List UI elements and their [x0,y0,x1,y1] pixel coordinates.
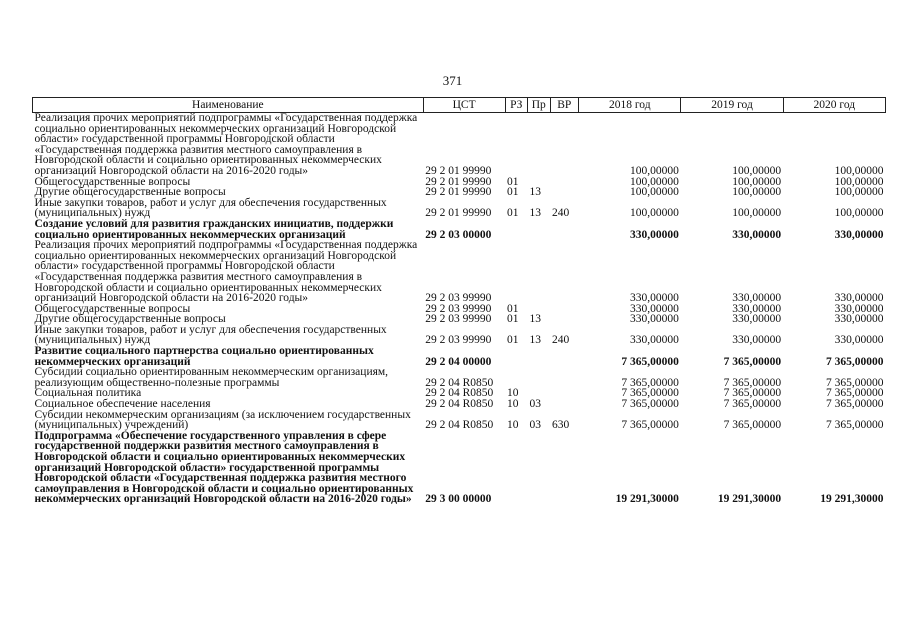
row-2018: 330,00000 [630,334,679,347]
row-name: Развитие социального партнерства социально ориентированных некоммерческих организаций [34,345,374,368]
row-vr: 240 [552,207,570,220]
header-name: Наименование [33,98,424,113]
row-name: Иные закупки товаров, работ и услуг для обеспечения государственных (муниципальных) нужд [34,323,387,347]
row-2018: 330,00000 [630,228,679,241]
row-name: Другие общегосударственные вопросы [34,186,226,199]
row-cst: 29 2 01 99990 [425,164,492,177]
row-2019: 7 365,00000 [723,387,782,400]
row-pr: 13 [529,334,541,347]
row-cst: 29 2 04 R0850 [425,419,494,432]
row-cst: 29 2 04 00000 [425,355,492,368]
table-row [33,325,886,346]
row-vr [550,346,579,367]
table-header-row [33,98,886,113]
row-2020: 330,00000 [834,302,884,315]
row-rz [505,346,528,367]
row-rz: 01 [507,334,519,347]
row-cst: 29 3 00 00000 [425,493,492,506]
row-pr [528,219,551,240]
row-2019: 330,00000 [732,302,782,315]
row-name: Социальное обеспечение населения [34,398,211,411]
row-pr [528,240,551,304]
row-2019: 100,00000 [732,175,782,188]
row-cst: 29 2 04 R0850 [425,387,494,400]
row-rz [505,219,528,240]
row-cst: 29 2 03 99990 [425,313,492,326]
row-2018: 100,00000 [630,186,679,199]
row-2020: 330,00000 [834,228,884,241]
row-name: Общегосударственные вопросы [34,175,191,188]
row-2018: 100,00000 [630,164,679,177]
row-2020: 7 365,00000 [826,355,884,368]
table-body [33,113,886,505]
row-cst: 29 2 04 R0850 [425,398,494,411]
row-name: Социальная политика [34,387,142,400]
row-vr [550,240,579,304]
row-2018: 330,00000 [630,313,679,326]
header-cst: ЦСТ [423,98,505,113]
row-name: Субсидии социально ориентированным некоммерческим организациям, реализующим общественно-полезные программы [34,366,389,389]
header-2019: 2019 год [681,98,783,113]
row-2019: 7 365,00000 [723,355,782,368]
row-2019: 330,00000 [732,313,782,326]
row-name: Реализация прочих мероприятий подпрограммы «Государственная поддержка социально ориентированных некоммерческих организаций Новгородской области» государственной программы Новгородской области «Государственная поддержка развития местного самоуправления в Новгородской области и социально ориентированных некоммерческих организаций Новгородской области на 2016-2020 годы» [34,239,418,305]
row-cst: 29 2 03 99990 [425,334,492,347]
row-cst: 29 2 01 99990 [425,207,492,220]
row-2019: 7 365,00000 [723,419,782,432]
row-2019: 19 291,30000 [717,493,782,506]
table-row [33,346,886,367]
row-vr [550,304,579,315]
table-row [33,410,886,431]
row-2019: 7 365,00000 [723,376,782,389]
row-2020: 19 291,30000 [820,493,884,506]
row-rz: 10 [507,398,519,411]
row-rz: 01 [507,313,519,326]
row-2018: 330,00000 [630,292,679,305]
row-pr [528,431,551,505]
table-row [33,431,886,505]
row-name: Реализация прочих мероприятий подпрограммы «Государственная поддержка социально ориентированных некоммерческих организаций Новгородской области» государственной программы Новгородской области «Государственная поддержка развития местного самоуправления в Новгородской области и социально ориентированных некоммерческих организаций Новгородской области на 2016-2020 годы» [34,112,418,177]
row-rz [505,367,528,388]
row-2018: 7 365,00000 [621,376,679,389]
row-vr [550,113,579,177]
header-2020: 2020 год [783,98,885,113]
row-2020: 7 365,00000 [826,376,884,389]
row-2018: 7 365,00000 [621,398,679,411]
row-name: Другие общегосударственные вопросы [34,313,226,326]
row-vr [550,399,579,410]
header-pr: Пр [528,98,551,113]
row-name: Иные закупки товаров, работ и услуг для обеспечения государственных (муниципальных) нужд [34,196,387,220]
row-name: Подпрограмма «Обеспечение государственного управления в сфере государственной поддержки развития местного самоуправления в Новгородской области и социально ориентированных некоммерческих организаций Новгородской области» государственной программы Новгородской области «Государственная поддержка развития местного самоуправления в Новгородской области и социально ориентированных некоммерческих организаций Новгородской области на 2016-2020 годы» [34,429,414,506]
row-2018: 100,00000 [630,207,679,220]
row-vr [550,187,579,198]
row-cst: 29 2 03 99990 [425,292,492,305]
row-cst: 29 2 01 99990 [425,175,492,188]
row-2020: 330,00000 [834,334,884,347]
row-2020: 7 365,00000 [826,398,884,411]
row-pr [528,113,551,177]
row-cst: 29 2 01 99990 [425,186,492,199]
row-pr: 03 [529,419,541,432]
row-2018: 7 365,00000 [621,419,679,432]
row-2020: 100,00000 [834,207,884,220]
row-name: Субсидии некоммерческим организациям (за исключением государственных (муниципальных) учреждений) [34,408,411,432]
row-2020: 100,00000 [834,164,884,177]
row-cst: 29 2 03 00000 [425,228,492,241]
row-rz [505,113,528,177]
row-pr: 03 [529,398,541,411]
row-cst: 29 2 04 R0850 [425,376,494,389]
row-rz: 01 [507,302,519,315]
row-pr: 13 [529,313,541,326]
row-pr [528,346,551,367]
row-rz: 01 [507,186,519,199]
row-vr [550,219,579,240]
row-vr [550,367,579,388]
table-row [33,240,886,304]
page-number: 371 [442,73,463,88]
row-2018: 19 291,30000 [615,493,679,506]
row-2019: 330,00000 [732,334,782,347]
row-name: Создание условий для развития гражданских инициатив, поддержки социально ориентированных некоммерческих организаций [34,217,394,241]
row-2020: 100,00000 [834,175,884,188]
table-row [33,198,886,219]
row-rz [505,431,528,505]
row-2019: 100,00000 [732,186,782,199]
row-rz: 01 [507,175,519,188]
row-2018: 7 365,00000 [621,387,679,400]
header-vr: ВР [550,98,579,113]
table-row [33,367,886,388]
row-rz: 10 [507,419,519,432]
row-rz [505,240,528,304]
row-2019: 330,00000 [732,228,782,241]
row-vr [550,431,579,505]
row-cst: 29 2 03 99990 [425,302,492,315]
row-vr [550,314,579,325]
row-2018: 7 365,00000 [621,355,679,368]
table-row [33,219,886,240]
row-pr: 13 [529,186,541,199]
row-vr: 240 [552,334,570,347]
row-2018: 330,00000 [630,302,679,315]
row-vr [550,388,579,399]
row-vr: 630 [552,419,570,432]
row-rz: 01 [507,207,519,220]
row-2020: 7 365,00000 [826,387,884,400]
budget-table [32,97,886,505]
header-rz: РЗ [505,98,528,113]
row-vr [550,177,579,188]
row-2019: 330,00000 [732,292,782,305]
table-row [33,113,886,177]
row-2020: 330,00000 [834,292,884,305]
row-2019: 100,00000 [732,207,782,220]
row-pr: 13 [529,207,541,220]
row-2020: 330,00000 [834,313,884,326]
row-2020: 100,00000 [834,186,884,199]
row-rz: 10 [507,387,519,400]
row-2019: 100,00000 [732,164,782,177]
row-pr [528,367,551,388]
row-name: Общегосударственные вопросы [34,302,191,315]
row-2018: 100,00000 [630,175,679,188]
row-2020: 7 365,00000 [826,419,884,432]
header-2018: 2018 год [579,98,681,113]
row-2019: 7 365,00000 [723,398,782,411]
